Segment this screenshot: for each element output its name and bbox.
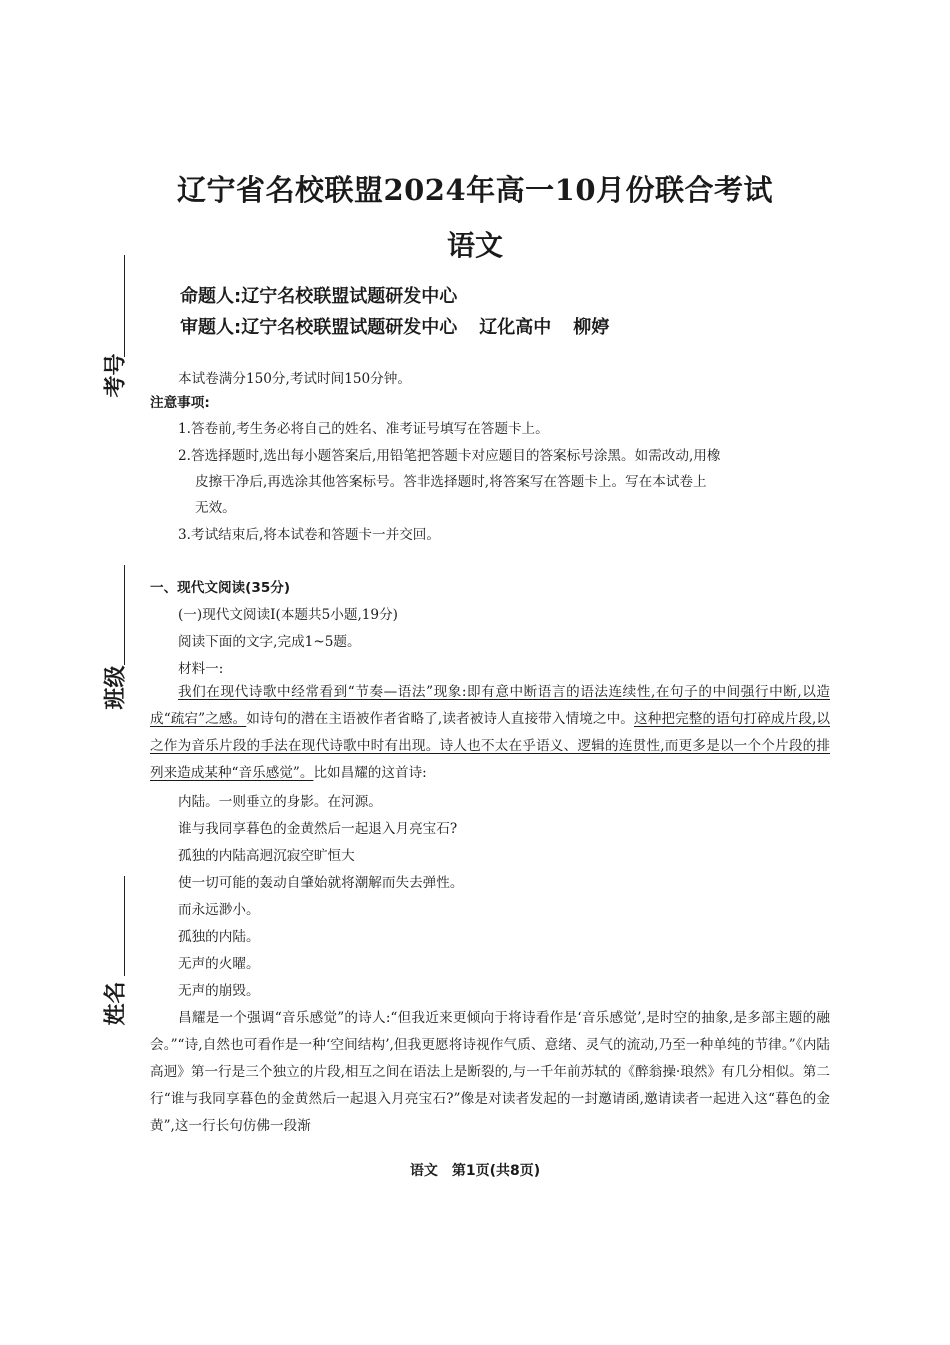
poem-line: 内陆。一则垂立的身影。在河源。 <box>178 794 382 810</box>
notice-heading: 注意事项: <box>150 395 210 411</box>
notice-item-2-line-3: 无效。 <box>195 500 236 516</box>
poem-line: 谁与我同享暮色的金黄然后一起退入月亮宝石? <box>178 821 458 837</box>
score-line: 本试卷满分150分,考试时间150分钟。 <box>178 371 411 387</box>
passage-p1-underlined-a: 我们在现代诗歌中经常看到“节奏—语法”现象:即有意中断语言的语法连续性,在句子的中间强行中断,以造成“疏宕”之感。 <box>150 684 830 727</box>
notice-item-1: 1.答卷前,考生务必将自己的姓名、准考证号填写在答题卡上。 <box>178 421 549 437</box>
notice-item-3: 3.考试结束后,将本试卷和答题卡一并交回。 <box>178 527 440 543</box>
poem-line: 孤独的内陆高迥沉寂空旷恒大 <box>178 848 355 864</box>
poem-line: 而永远渺小。 <box>178 902 260 918</box>
notice-item-2-line-2: 皮擦干净后,再选涂其他答案标号。答非选择题时,将答案写在答题卡上。写在本试卷上 <box>195 474 707 490</box>
reviewer-school: 辽化高中 <box>479 317 552 338</box>
setter-line <box>180 282 457 308</box>
section-heading: 一、现代文阅读(35分) <box>150 580 291 596</box>
poem-line: 无声的火曜。 <box>178 956 260 972</box>
name-label: 姓名 <box>103 981 129 1026</box>
exam-no-line <box>124 255 125 357</box>
exam-title: 辽宁省名校联盟2024年高一10月份联合考试 <box>176 173 774 207</box>
class-line <box>124 565 125 665</box>
name-line <box>124 876 125 976</box>
passage-paragraph-1 <box>150 679 830 787</box>
page-footer: 语文 第1页(共8页) <box>409 1163 541 1179</box>
reviewer-line <box>180 313 609 339</box>
poem-line: 无声的崩毁。 <box>178 983 260 999</box>
reading-direction: 阅读下面的文字,完成1~5题。 <box>178 634 361 650</box>
setter-label: 命题人:辽宁名校联盟试题研发中心 <box>180 286 458 307</box>
poem-line: 孤独的内陆。 <box>178 929 260 945</box>
reviewer-label: 审题人:辽宁名校联盟试题研发中心 <box>180 317 458 338</box>
reviewer-name: 柳婷 <box>573 317 610 338</box>
poem-line: 使一切可能的轰动自肇始就将潮解而失去弹性。 <box>178 875 464 891</box>
class-label: 班级 <box>103 665 129 710</box>
passage-p1-b: 如诗句的潜在主语被作者省略了,读者被诗人直接带入情境之中。 <box>246 711 635 727</box>
passage-p1-underlined-c: 这种把完整的语句打碎成片段,以之作为音乐片段的手法在现代诗歌中时有出现。诗人也不太在乎语义、逻辑的连贯性,而更多是以一个个片段的排列来造成某种“音乐感觉”。 <box>150 711 831 781</box>
notice-item-2-line-1: 2.答选择题时,选出每小题答案后,用铅笔把答题卡对应题目的答案标号涂黑。如需改动,用橡 <box>178 448 721 464</box>
exam-no-label: 考号 <box>103 353 129 398</box>
material-label: 材料一: <box>178 661 224 677</box>
subject-title: 语文 <box>446 229 503 262</box>
passage-p1-d: 比如昌耀的这首诗: <box>313 765 427 781</box>
sub-section-heading: (一)现代文阅读Ⅰ(本题共5小题,19分) <box>178 607 398 623</box>
passage-paragraph-2: 昌耀是一个强调“音乐感觉”的诗人:“但我近来更倾向于将诗看作是‘音乐感觉’,是时空的抽象,是多部主题的融会。”“诗,自然也可看作是一种‘空间结构’,但我更愿将诗视作气质、意绪、灵气的流动,乃至一种单纯的节律。”《内陆高迥》第一行是三个独立的片段,相互之间在语法上是断裂的,与一千年前苏轼的《醉翁操·琅然》有几分相似。第二行“谁与我同享暮色的金黄然后一起退入月亮宝石?”像是对读者发起的一封邀请函,邀请读者一起进入这“暮色的金黄”,这一行长句仿佛一段渐 <box>150 1010 830 1134</box>
